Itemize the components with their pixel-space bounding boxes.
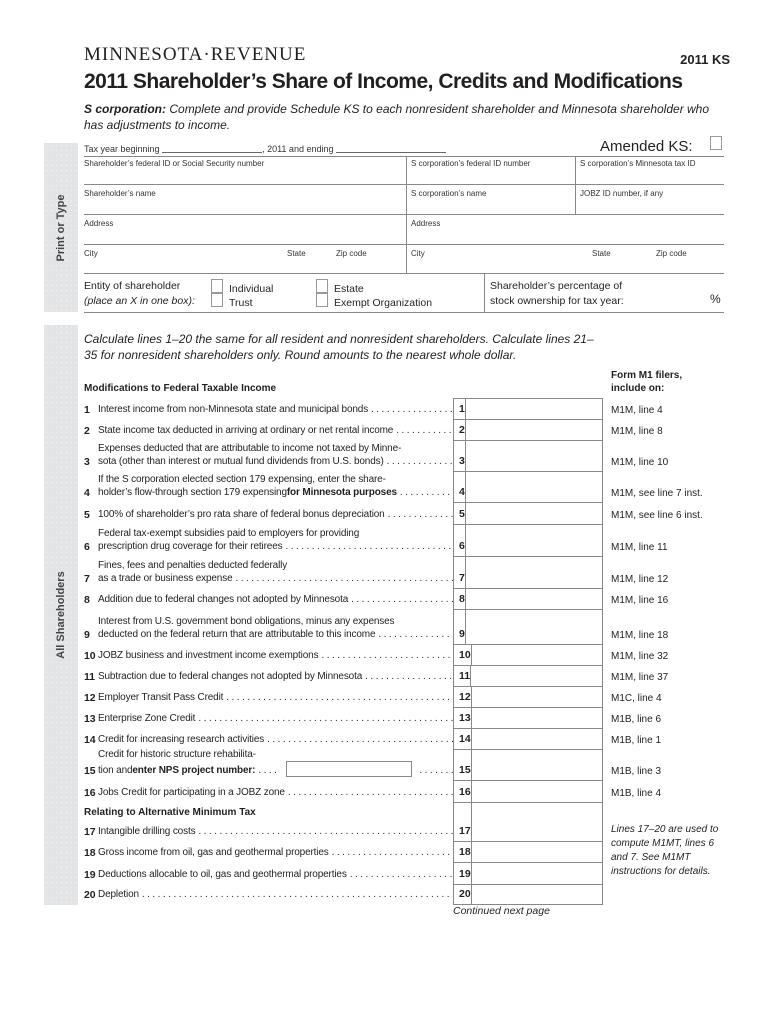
line-number: 16 xyxy=(84,787,96,799)
leader-dots xyxy=(288,786,453,799)
line-number: 9 xyxy=(84,629,90,641)
shareholder-zip-field[interactable]: Zip code xyxy=(336,249,367,258)
line-text: JOBZ business and investment income exemptions xyxy=(98,650,319,661)
line-18-amount-box[interactable] xyxy=(453,842,603,863)
print-or-type-label: Print or Type xyxy=(55,193,67,262)
line-2-m1-reference: M1M, line 8 xyxy=(611,426,663,437)
line-2-label xyxy=(84,420,453,441)
leader-dots xyxy=(142,888,453,901)
trust-label: Trust xyxy=(229,297,253,309)
line-text: 100% of shareholder’s pro rata share of federal bonus depreciation xyxy=(98,509,385,520)
line-12-m1-reference: M1C, line 4 xyxy=(611,693,662,704)
leader-dots xyxy=(332,846,453,859)
line-text: Fines, fees and penalties deducted federally xyxy=(98,560,288,571)
box-line-number: 15 xyxy=(454,750,472,780)
intro-text xyxy=(84,101,724,133)
line-4-label xyxy=(84,472,453,503)
tax-year-end-input[interactable] xyxy=(336,143,446,153)
line-number: 15 xyxy=(84,765,96,777)
individual-label: Individual xyxy=(229,283,274,295)
line-10-label xyxy=(84,645,453,666)
line-number: 13 xyxy=(84,713,96,725)
line-2-amount-box[interactable] xyxy=(453,420,603,441)
line-7-amount-box[interactable] xyxy=(453,557,603,589)
box-line-number: 20 xyxy=(454,885,472,904)
line-8-m1-reference: M1M, line 16 xyxy=(611,595,669,606)
line-text: Interest from U.S. government bond obligations, minus any expenses xyxy=(98,616,395,627)
line-text: Expenses deducted that are attributable to income not taxed by Minne- xyxy=(98,443,402,454)
exempt-org-checkbox[interactable] xyxy=(316,293,328,307)
tax-year-ending-label: , 2011 and ending xyxy=(262,144,334,154)
shareholder-name-field[interactable]: Shareholder’s name xyxy=(84,189,156,198)
all-shareholders-band xyxy=(44,325,78,905)
line-14-label xyxy=(84,729,453,750)
line-8-label xyxy=(84,589,453,610)
nps-project-number-input[interactable] xyxy=(286,761,412,777)
corp-mn-id-field[interactable]: S corporation’s Minnesota tax ID xyxy=(580,159,696,168)
line-number: 20 xyxy=(84,889,96,901)
line-8-amount-box[interactable] xyxy=(453,589,603,610)
line-6-m1-reference: M1M, line 11 xyxy=(611,542,668,553)
line-text: Enterprise Zone Credit xyxy=(98,713,196,724)
right-column-header xyxy=(611,369,682,395)
line-7-m1-reference: M1M, line 12 xyxy=(611,574,669,585)
amended-checkbox[interactable] xyxy=(710,136,722,150)
corp-city-field[interactable]: City xyxy=(411,249,425,258)
line-19-label xyxy=(84,863,453,885)
box-line-number: 16 xyxy=(454,781,472,802)
box-line-number: 14 xyxy=(454,729,472,749)
line-text: deducted on the federal return that are attributable to this income xyxy=(98,629,376,640)
box-line-number: 3 xyxy=(454,441,466,471)
corp-address-field[interactable]: Address xyxy=(411,219,441,228)
line-11-amount-box[interactable] xyxy=(453,666,603,687)
leader-dots xyxy=(267,733,453,746)
line-14-m1-reference: M1B, line 1 xyxy=(611,735,662,746)
line-16-label xyxy=(84,781,453,803)
line-10-amount-box[interactable] xyxy=(453,645,603,666)
line-number: 14 xyxy=(84,734,96,746)
shareholder-state-field[interactable]: State xyxy=(287,249,306,258)
line-12-label xyxy=(84,687,453,708)
line-3-m1-reference: M1M, line 10 xyxy=(611,457,669,468)
box-line-number: 6 xyxy=(454,525,466,556)
line-text: Credit for increasing research activities xyxy=(98,734,265,745)
tax-year-beginning-label: Tax year beginning xyxy=(84,144,160,154)
line-1-amount-box[interactable] xyxy=(453,398,603,420)
leader-dots xyxy=(387,455,453,468)
line-text: Addition due to federal changes not adopted by Minnesota xyxy=(98,594,349,605)
line-9-amount-box[interactable] xyxy=(453,610,603,645)
leader-dots xyxy=(350,868,453,881)
line-number: 7 xyxy=(84,573,90,585)
line-15-m1-reference: M1B, line 3 xyxy=(611,766,662,777)
intro-lead: S corporation: xyxy=(84,102,167,116)
box-line-number: 10 xyxy=(454,645,472,665)
line-text: as a trade or business expense xyxy=(98,573,233,584)
amt-note: Lines 17–20 are used to compute M1MT, lines 6 and 7. See M1MT instructions for details. xyxy=(611,824,719,877)
line-number: 1 xyxy=(84,404,90,416)
shareholder-id-field[interactable]: Shareholder’s federal ID or Social Security number xyxy=(84,159,265,168)
line-1-label xyxy=(84,398,453,420)
line-text: Jobs Credit for participating in a JOBZ zone xyxy=(98,787,285,798)
line-text: Intangible drilling costs xyxy=(98,826,196,837)
tax-year-line xyxy=(84,143,446,154)
line-20-amount-input[interactable] xyxy=(472,885,649,904)
line-19-amount-box[interactable] xyxy=(453,863,603,885)
corp-zip-field[interactable]: Zip code xyxy=(656,249,687,258)
line-13-m1-reference: M1B, line 6 xyxy=(611,714,662,725)
line-16-m1-reference: M1B, line 4 xyxy=(611,788,662,799)
line-text: Credit for historic structure rehabilita- xyxy=(98,749,256,760)
line-13-label xyxy=(84,708,453,729)
line-5-label xyxy=(84,503,453,525)
box-line-number: 12 xyxy=(454,687,472,707)
line-text: Federal tax-exempt subsidies paid to employers for providing xyxy=(98,528,360,539)
line-9-label xyxy=(84,610,453,645)
line-12-amount-box[interactable] xyxy=(453,687,603,708)
line-number: 12 xyxy=(84,692,96,704)
section-modifications-heading: Modifications to Federal Taxable Income xyxy=(84,383,277,394)
line-number: 17 xyxy=(84,826,96,838)
continued-next-page: Continued next page xyxy=(453,905,550,917)
entity-label: Entity of shareholder xyxy=(84,280,181,292)
leader-dots xyxy=(198,712,453,725)
estate-label: Estate xyxy=(334,283,364,295)
line-1-m1-reference: M1M, line 4 xyxy=(611,405,663,416)
form-id: 2011 KS xyxy=(680,52,730,67)
leader-dots xyxy=(365,670,453,683)
line-3-amount-box[interactable] xyxy=(453,441,603,472)
leader-dots xyxy=(396,424,453,437)
leader-dots xyxy=(400,486,453,499)
line-5-m1-reference: M1M, see line 6 inst. xyxy=(611,510,703,521)
leader-dots xyxy=(258,764,280,777)
line-17-label xyxy=(84,803,453,842)
intro-body: Complete and provide Schedule KS to each nonresident shareholder and Minnesota shareholder who has adjustments to income. xyxy=(84,102,710,132)
line-18-label xyxy=(84,842,453,863)
leader-dots xyxy=(226,691,453,704)
line-number: 10 xyxy=(84,650,96,662)
line-number: 11 xyxy=(84,671,95,683)
line-6-label xyxy=(84,525,453,557)
line-7-label xyxy=(84,557,453,589)
line-text: holder’s flow-through section 179 expensing xyxy=(98,487,287,498)
calculation-note: Calculate lines 1–20 the same for all resident and nonresident shareholders. Calculate lines 21–35 for nonresident shareholders only. Round amounts to the nearest whole dollar. xyxy=(84,332,594,362)
line-11-label xyxy=(84,666,453,687)
line-number: 4 xyxy=(84,487,90,499)
leader-dots xyxy=(378,628,453,641)
right-header-line2: include on: xyxy=(611,383,665,394)
leader-dots xyxy=(285,540,453,553)
line-text: If the S corporation elected section 179 expensing, enter the share- xyxy=(98,474,386,485)
line-4-amount-box[interactable] xyxy=(453,472,603,503)
print-or-type-band xyxy=(44,143,78,312)
jobz-id-field[interactable]: JOBZ ID number, if any xyxy=(580,189,664,198)
line-text: tion and xyxy=(98,765,133,776)
box-line-number: 5 xyxy=(454,503,466,524)
box-line-number: 8 xyxy=(454,589,466,609)
leader-dots xyxy=(321,649,453,662)
leader-dots xyxy=(198,825,453,838)
minnesota-revenue-logo: MINNESOTA·REVENUE xyxy=(84,44,307,65)
line-4-m1-reference: M1M, see line 7 inst. xyxy=(611,488,703,499)
line-5-amount-box[interactable] xyxy=(453,503,603,525)
box-line-number: 18 xyxy=(454,842,472,862)
box-line-number: 13 xyxy=(454,708,472,728)
estate-checkbox[interactable] xyxy=(316,279,328,293)
line-bold-text: enter NPS project number: xyxy=(132,765,256,776)
line-3-label xyxy=(84,441,453,472)
right-header-line1: Form M1 filers, xyxy=(611,370,683,381)
tax-year-begin-input[interactable] xyxy=(162,143,262,153)
page-title: 2011 Shareholder’s Share of Income, Credits and Modifications xyxy=(84,70,683,93)
box-line-number: 7 xyxy=(454,557,466,588)
line-number: 3 xyxy=(84,456,90,468)
box-line-number: 11 xyxy=(454,666,471,686)
exempt-org-label: Exempt Organization xyxy=(334,297,433,309)
line-number: 8 xyxy=(84,594,90,606)
line-text: Interest income from non-Minnesota state and municipal bonds xyxy=(98,404,369,415)
entity-hint: (place an X in one box): xyxy=(84,295,195,307)
line-text: Gross income from oil, gas and geothermal properties xyxy=(98,847,329,858)
line-16-amount-box[interactable] xyxy=(453,781,603,803)
leader-dots xyxy=(371,403,453,416)
line-20-label xyxy=(84,885,453,905)
line-14-amount-box[interactable] xyxy=(453,729,603,750)
ownership-label-2: stock ownership for tax year: xyxy=(490,295,624,307)
line-10-m1-reference: M1M, line 32 xyxy=(611,651,669,662)
line-number: 18 xyxy=(84,847,96,859)
box-line-number: 2 xyxy=(454,420,466,440)
shareholder-address-field[interactable]: Address xyxy=(84,219,114,228)
shareholder-city-field[interactable]: City xyxy=(84,249,98,258)
box-line-number: 19 xyxy=(454,863,472,884)
percent-sign: % xyxy=(710,292,721,306)
line-number: 19 xyxy=(84,869,96,881)
leader-dots xyxy=(388,508,453,521)
leader-dots xyxy=(235,572,453,585)
corp-state-field[interactable]: State xyxy=(592,249,611,258)
leader-dots xyxy=(351,593,453,606)
line-17-amount-box[interactable] xyxy=(453,803,603,842)
line-20-amount-box[interactable] xyxy=(453,885,603,905)
line-text: sota (other than interest or mutual fund dividends from U.S. bonds) xyxy=(98,456,384,467)
individual-checkbox[interactable] xyxy=(211,279,223,293)
line-text: Employer Transit Pass Credit xyxy=(98,692,224,703)
line-11-m1-reference: M1M, line 37 xyxy=(611,672,669,683)
box-line-number: 4 xyxy=(454,472,466,502)
line-text: Subtraction due to federal changes not adopted by Minnesota xyxy=(98,671,363,682)
box-line-number: 1 xyxy=(454,398,466,419)
line-15-label xyxy=(84,750,453,781)
corp-name-field[interactable]: S corporation’s name xyxy=(411,189,487,198)
trust-checkbox[interactable] xyxy=(211,293,223,307)
amended-label: Amended KS: xyxy=(600,138,693,155)
line-bold-text: for Minnesota purposes xyxy=(286,487,397,498)
all-shareholders-label: All Shareholders xyxy=(55,571,67,659)
line-text: State income tax deducted in arriving at ordinary or net rental income xyxy=(98,425,394,436)
line-9-m1-reference: M1M, line 18 xyxy=(611,630,669,641)
line-text: Depletion xyxy=(98,889,139,900)
line-6-amount-box[interactable] xyxy=(453,525,603,557)
line-number: 2 xyxy=(84,425,90,437)
box-line-number: 9 xyxy=(454,610,466,644)
leader-dots xyxy=(419,764,453,777)
line-15-amount-box[interactable] xyxy=(453,750,603,781)
line-text: prescription drug coverage for their retirees xyxy=(98,541,283,552)
corp-fein-field[interactable]: S corporation’s federal ID number xyxy=(411,159,531,168)
line-13-amount-box[interactable] xyxy=(453,708,603,729)
line-number: 6 xyxy=(84,541,90,553)
box-line-number: 17 xyxy=(454,803,472,841)
ownership-label-1: Shareholder’s percentage of xyxy=(490,280,623,292)
line-number: 5 xyxy=(84,509,90,521)
section-amt-heading: Relating to Alternative Minimum Tax xyxy=(84,807,256,818)
line-text: Deductions allocable to oil, gas and geothermal properties xyxy=(98,869,347,880)
